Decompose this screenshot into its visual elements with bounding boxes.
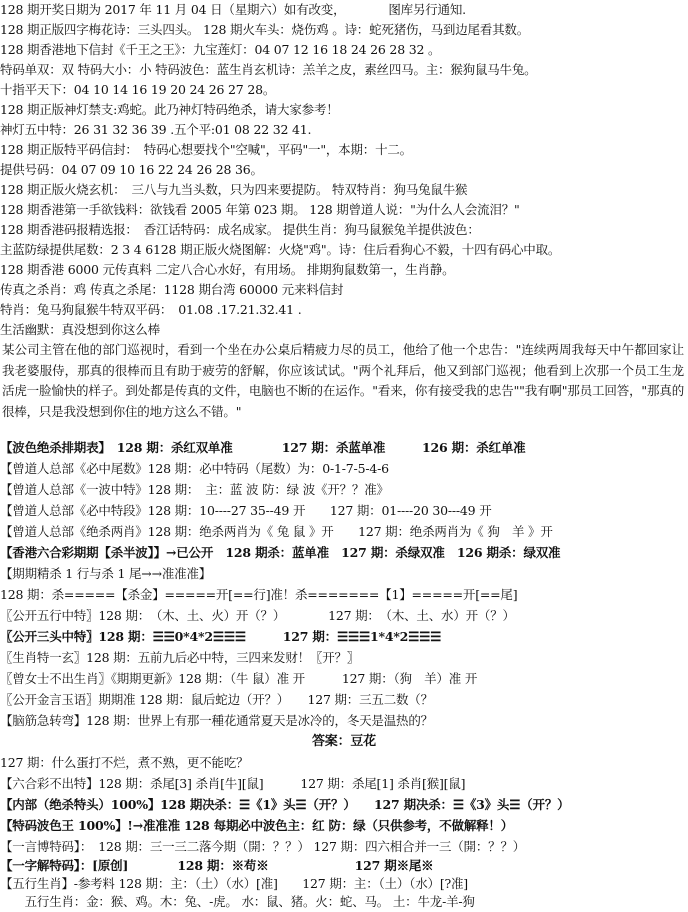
- text-line-brain-teaser: 【脑筋急转弯】128 期：世界上有那一種花通常夏天是冰冷的，冬天是温热的？: [0, 713, 433, 728]
- text-line-ms-zeng: 〖曾女士不出生肖〗《期期更新》128 期：（牛 鼠）准 开 127 期：（狗 羊）准 开: [0, 671, 478, 686]
- text-line-one-word-bet: 【一言博特码】： 128 期：三一三二落今期（開：？？） 127 期：四六相合并一三（開：？？）: [0, 839, 526, 854]
- text-line-special-zodiac: 特肖：兔马狗鼠猴牛特双平码： 01.08 .17.21.32.41 .: [0, 302, 302, 317]
- text-line-plum-poem: 128 期正版四字梅花诗：三头四头。 128 期火车头：烧伤鸡 。诗：蛇死猪伤，马到边尾看其数。: [0, 22, 530, 37]
- text-line-one-char: 【一字解特码】：[原创] 128 期：※苟※ 127 期※尾※: [0, 858, 434, 873]
- humor-story-paragraph: 某公司主管在他的部门巡视时，看到一个坐在办公桌后精疲力尽的员工，他给了他一个忠告："连续两周我每天中午都回家让我老婆服侍，那真的很棒而且有助于疲劳的舒解，你应该试试。"两个礼拜后，他又到部门巡视；他看到上次那一个员工生龙活虎一脸愉快的样子。到处都是传真的文件，电脑也不断的在运作。"看来，你有接受我的忠告""我有啊"那员工回答，"那真的很棒，只是我没想到你住的地方这么不错。": [2, 342, 684, 419]
- text-line-five-element-zodiac: 【五行生肖】-参考料 128 期：主：（土）（水）[准] 127 期：主：（土）（水）[?准]: [0, 876, 468, 891]
- text-line-wave-king: 【特码波色王 100%】!→准准准 128 每期必中波色主：红 防：绿（只供参考，不做解释！）: [0, 818, 514, 833]
- text-line-wave-kill-table: 【波色绝杀排期表】 128 期：杀红双单准 127 期：杀蓝单准 126 期：杀红单准: [0, 440, 526, 455]
- text-line-issue-date: 128 期开奖日期为 2017 年 11 月 04 日（星期六）如有改变， 图库另行通知.: [0, 2, 466, 17]
- text-line-one-wave: 【曾道人总部《一波中特》128 期： 主：蓝 波 防：绿 波《开？？准》: [0, 482, 389, 497]
- text-line-provided-numbers: 提供号码：04 07 09 10 16 22 24 26 28 36。: [0, 162, 263, 177]
- text-line-element-list: 五行生肖：金：猴、鸡。木：兔、-虎。 水：鼠、猪。火：蛇、马。 土：牛龙-羊-狗: [0, 894, 475, 909]
- text-line-humor-title: 生活幽默：真没想到你这么棒: [0, 322, 160, 337]
- text-line-fire-mystery: 128 期正版火烧玄机： 三八与九当头数，只为四来要提防。 特双特肖：狗马兔鼠牛猴: [0, 182, 468, 197]
- text-line-hk-envelope: 128 期香港地下信封《千王之王》：九宝莲灯：04 07 12 16 18 24 26 28 32 。: [0, 42, 441, 57]
- text-line-five-elements: 〖公开五行中特〗128 期： （木、土、火）开（？） 127 期： （木、土、水）开（？）: [0, 608, 515, 623]
- text-line-tail-number: 【曾道人总部《必中尾数》128 期：必中特码（尾数）为：0-1-7-5-4-6: [0, 461, 389, 476]
- text-line-blue-green: 主蓝防绿提供尾数：2 3 4 6128 期正版火烧图解：火烧"鸡"。诗：住后看狗心不毅，十四有码心中取。: [0, 242, 561, 257]
- text-line-hk-first-hand: 128 期香港第一手欲钱料：欲钱看 2005 年第 023 期。 128 期曾道人说："为什么人会流泪？": [0, 202, 520, 217]
- text-line-zodiac-mystery: 〖生肖特一玄〗128 期：五前九后必中特，三四来发财！〖开？〗: [0, 650, 360, 665]
- text-line-kill-two-zodiac: 【曾道人总部《绝杀两肖》128 期：绝杀两肖为《 兔 鼠 》开 127 期：绝杀两肖为《 狗 羊 》开: [0, 524, 553, 539]
- text-line-answer: 答案：豆花: [311, 734, 376, 749]
- text-line-ten-fingers: 十指平天下：04 10 14 16 19 20 24 26 27 28。: [0, 82, 276, 97]
- text-line-fax-kill: 传真之杀肖：鸡 传真之杀尾：1128 期台湾 60000 元来料信封: [0, 282, 344, 297]
- text-line-golden-words: 〖公开金言玉语〗期期准 128 期：鼠后蛇边（开？） 127 期：三五二数（？: [0, 692, 433, 707]
- text-line-fax-6000: 128 期香港 6000 元传真料 二定八合心水好，有用场。 排期狗鼠数第一，生肖静。: [0, 262, 455, 277]
- text-line-hk-selected: 128 期香港码报精选报： 香江话特码：成名成家。 提供生肖：狗马鼠猴兔羊提供波色：: [0, 222, 480, 237]
- text-line-inner-kill: 【内部（绝杀特头）100%】128 期决杀：☰《1》头☰（开？） 127 期决杀：☰《3》头☰（开？）: [0, 797, 570, 812]
- text-line-lamp-ban: 128 期正版神灯禁支:鸡蛇。此乃神灯特码绝杀，请大家参考！: [0, 102, 339, 117]
- text-line-odd-even: 特码单双：双 特码大小：小 特码波色：蓝生肖玄机诗：羔羊之皮，素丝四马。主：猴狗鼠马牛兔。: [0, 62, 537, 77]
- text-line-not-out: 【六合彩不出特】128 期：杀尾[3] 杀肖[牛][鼠] 127 期：杀尾[1] 杀肖[猴][鼠]: [0, 776, 466, 791]
- text-line-127-question: 127 期：什么蛋打不烂，煮不熟，更不能吃？: [0, 755, 249, 770]
- text-line-special-segment: 【曾道人总部《必中特段》128 期：10----27 35--49 开 127 期：01----20 30---49 开: [0, 503, 492, 518]
- text-line-kill-row: 【期期精杀 1 行与杀 1 尾→→准准准】: [0, 566, 212, 581]
- text-line-half-wave: 【香港六合彩期期【杀半波】】→已公开 128 期杀：蓝单准 127 期：杀绿双准 126 期杀：绿双准: [0, 545, 561, 560]
- text-line-three-heads: 〖公开三头中特〗128 期：☰☰0*4*2☰☰☰ 127 期：☰☰☰1*4*2☰☰☰: [0, 629, 442, 644]
- text-line-lamp-five: 神灯五中特：26 31 32 36 39 .五个平:01 08 22 32 41.: [0, 122, 312, 137]
- text-line-kill-gold: 128 期：杀=====【杀金】=====开[==行]准！杀=======【1】=====开[==尾]: [0, 587, 518, 602]
- text-line-flat-code-envelope: 128 期正版特平码信封： 特码心想要找个"空喊"，平码"一"，本期：十二。: [0, 142, 412, 157]
